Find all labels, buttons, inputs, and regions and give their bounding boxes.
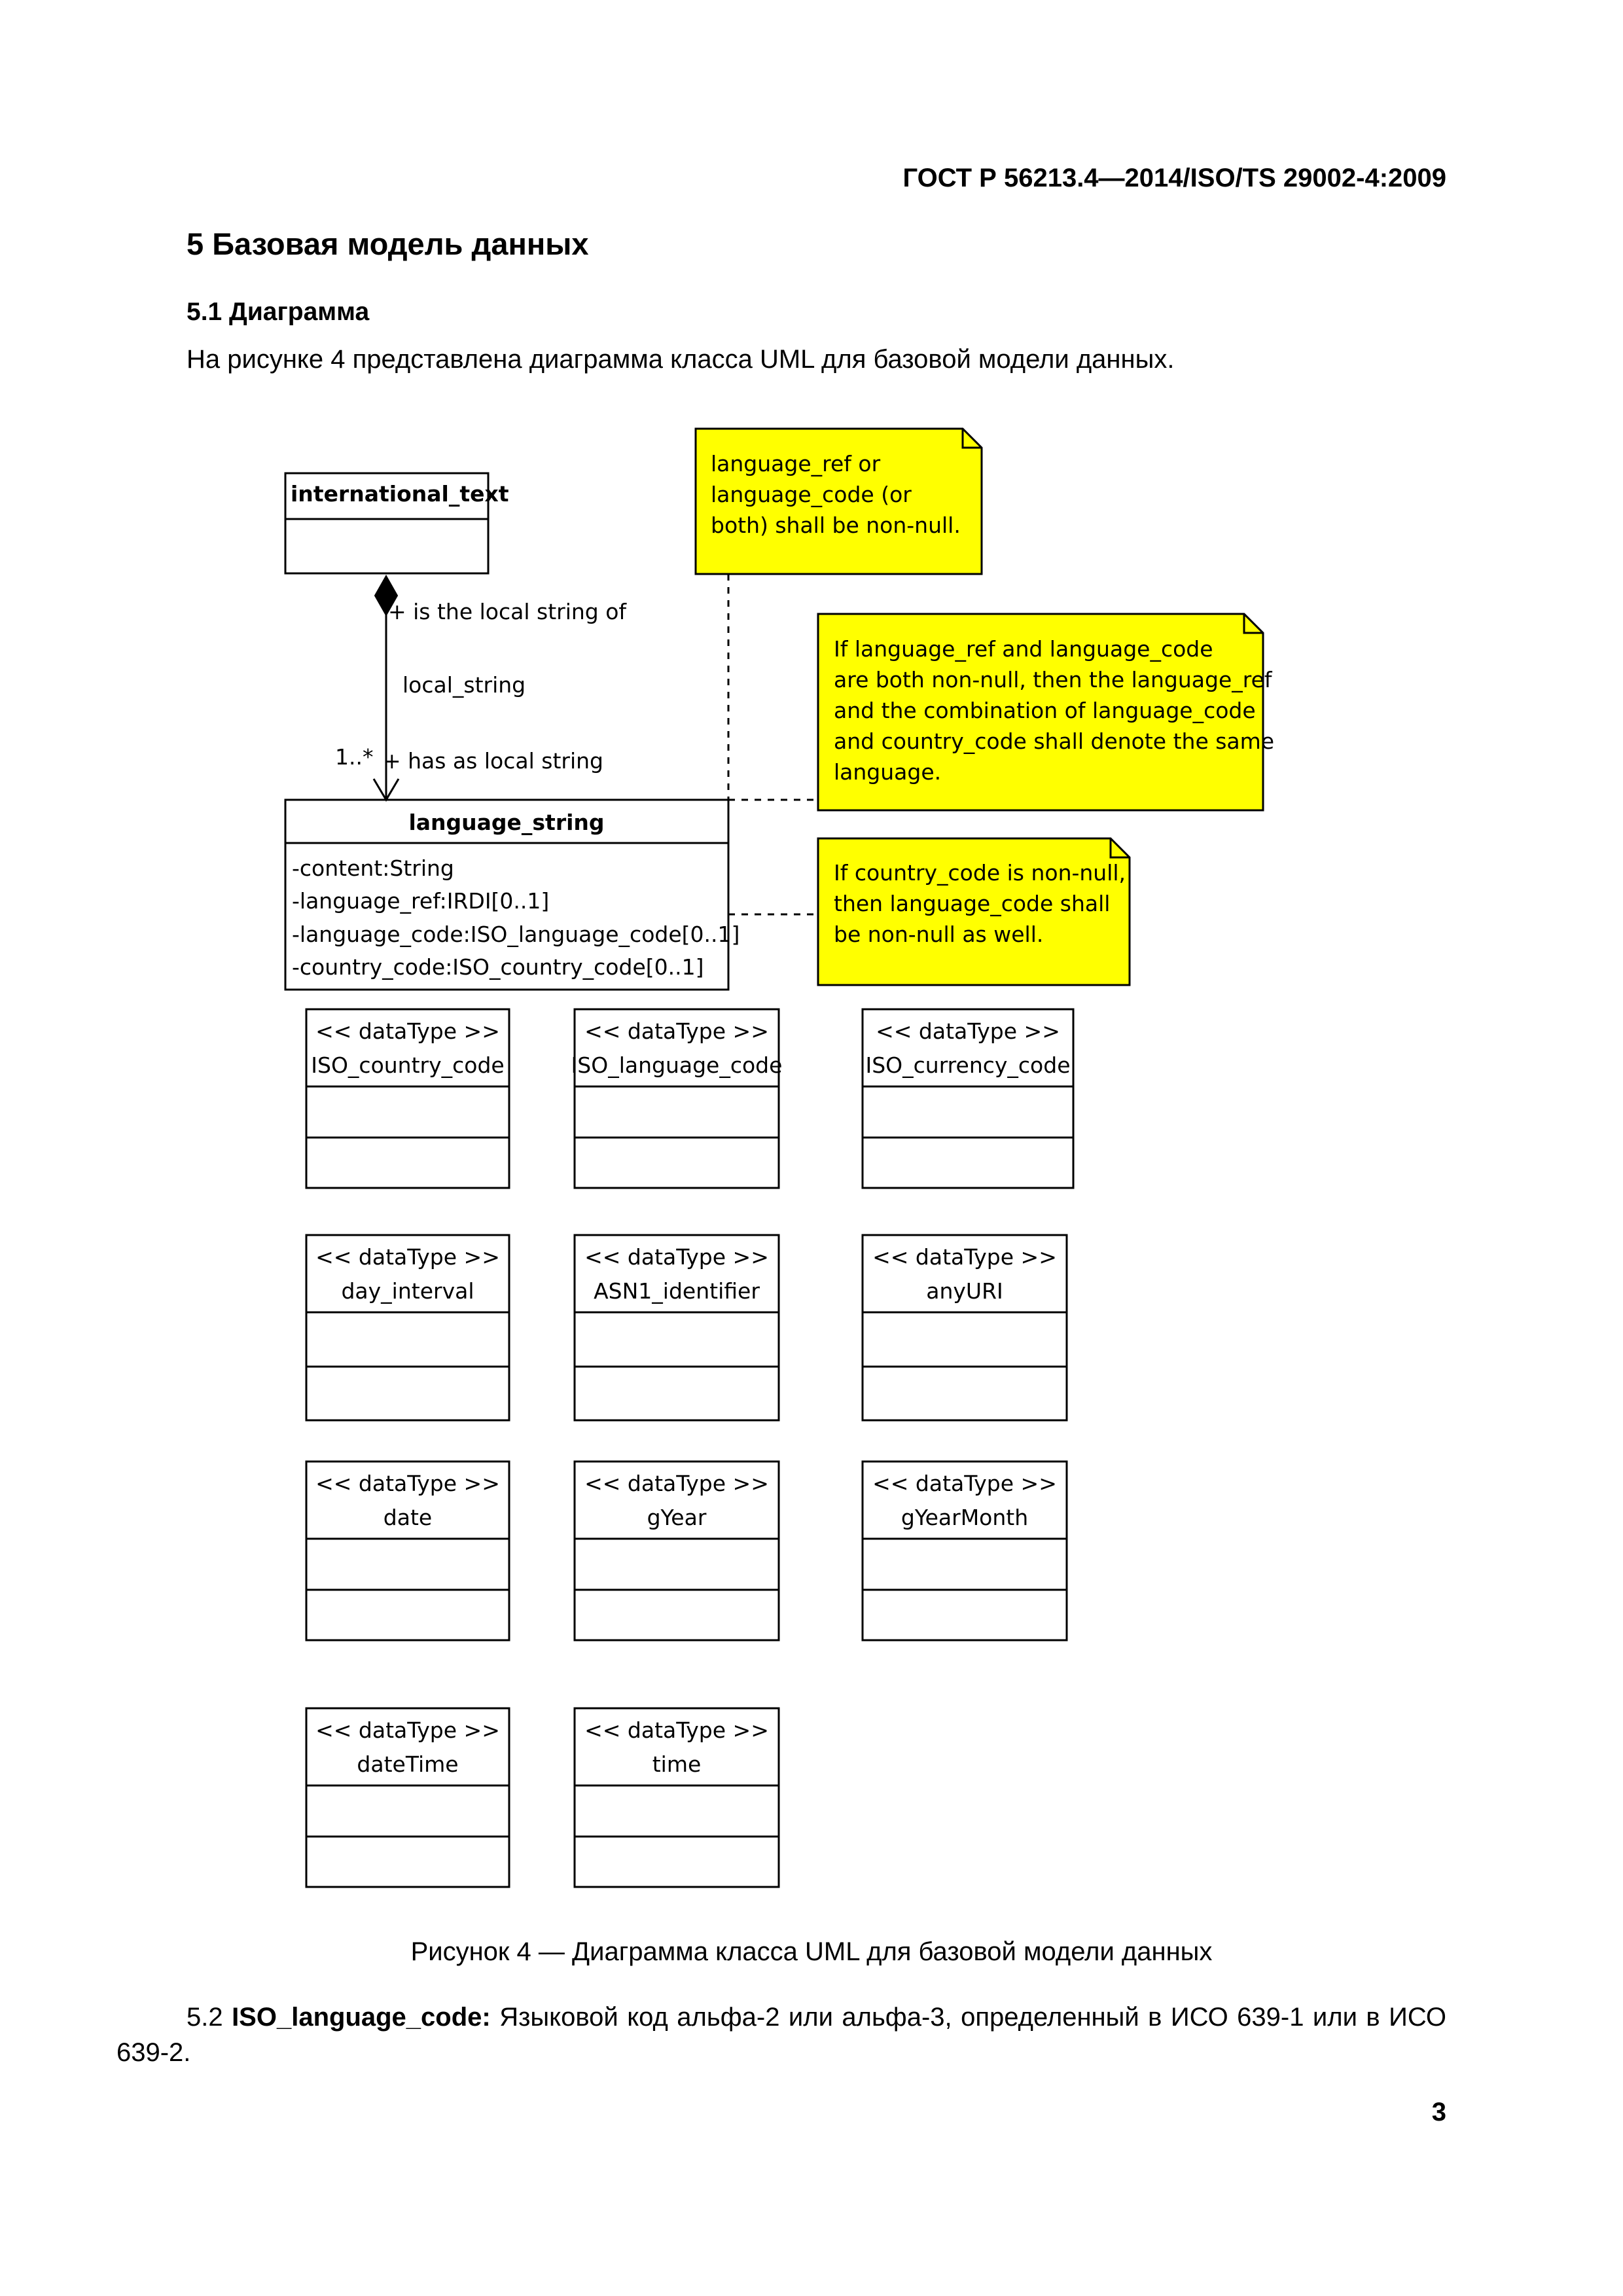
document-id-header: ГОСТ Р 56213.4—2014/ISO/TS 29002-4:2009 [902,164,1446,192]
datatype-stereotype: << dataType >> [315,1717,500,1743]
datatype-stereotype: << dataType >> [872,1244,1057,1270]
datatype-g-year-month [863,1462,1067,1640]
note-2-line-3: and the combination of language_code [834,698,1256,723]
datatype-date [306,1462,509,1640]
note-3-line-2: then language_code shall [834,891,1111,916]
association-name: local_string [402,672,526,698]
datatype-day-interval [306,1235,509,1420]
datatype-name: anyURI [926,1278,1003,1304]
datatype-stereotype: << dataType >> [315,1018,500,1044]
definition-text: Языковой код альфа-2 или альфа-3, определенный в ИСО 639-1 или в ИСО 639-2. [116,2003,1446,2067]
datatype-name: ASN1_identifier [594,1278,760,1304]
attribute-country-code: -country_code:ISO_country_code[0..1] [292,954,704,980]
datatype-iso-language-code [571,1009,783,1188]
datatype-name: ISO_currency_code [865,1052,1071,1078]
datatype-date-time [306,1708,509,1887]
definition-term: ISO_language_code: [232,2003,491,2032]
note-3-line-1: If country_code is non-null, [834,860,1126,886]
class-language-string-name: language_string [408,810,605,835]
note-1-line-3: both) shall be non-null. [711,512,961,538]
figure-caption: Рисунок 4 — Диаграмма класса UML для базовой модели данных [410,1937,1213,1966]
intro-paragraph: На рисунке 4 представлена диаграмма класса UML для базовой модели данных. [187,345,1175,374]
class-international-text-name: international_text [291,481,509,507]
note-1-line-1: language_ref or [711,451,881,476]
datatype-name: gYear [647,1505,707,1530]
note-2-line-4: and country_code shall denote the same [834,728,1275,754]
datatype-name: day_interval [341,1278,474,1304]
definition-paragraph [116,2000,1446,2070]
association-target-role: + has as local string [383,748,603,774]
datatype-boxes [306,1009,1073,1887]
datatype-stereotype: << dataType >> [315,1471,500,1496]
note-2-line-2: are both non-null, then the language_ref [834,667,1272,692]
attribute-content: -content:String [292,855,454,881]
note-2-line-5: language. [834,759,942,785]
association-multiplicity: 1..* [335,744,374,770]
datatype-time [575,1708,779,1887]
datatype-stereotype: << dataType >> [584,1244,769,1270]
note-1-line-2: language_code (or [711,482,912,507]
datatype-iso-country-code [306,1009,509,1188]
datatype-name: dateTime [357,1751,459,1777]
datatype-g-year [575,1462,779,1640]
datatype-stereotype: << dataType >> [315,1244,500,1270]
datatype-name: ISO_country_code [311,1052,505,1078]
datatype-asn1-identifier [575,1235,779,1420]
datatype-name: ISO_language_code [571,1052,783,1078]
datatype-stereotype: << dataType >> [584,1717,769,1743]
datatype-name: date [383,1505,433,1530]
datatype-stereotype: << dataType >> [584,1018,769,1044]
association-source-role: + is the local string of [388,599,627,624]
datatype-iso-currency-code [863,1009,1073,1188]
datatype-name: time [652,1751,702,1777]
datatype-stereotype: << dataType >> [584,1471,769,1496]
datatype-stereotype: << dataType >> [876,1018,1060,1044]
note-2-line-1: If language_ref and language_code [834,636,1213,662]
datatype-any-uri [863,1235,1067,1420]
datatype-name: gYearMonth [901,1505,1029,1530]
page-number: 3 [1431,2098,1446,2126]
subsection-title: 5.1 Диаграмма [187,298,370,326]
attribute-language-ref: -language_ref:IRDI[0..1] [292,888,550,914]
note-3-line-3: be non-null as well. [834,922,1044,947]
section-title: 5 Базовая модель данных [187,226,589,261]
datatype-stereotype: << dataType >> [872,1471,1057,1496]
definition-number: 5.2 [187,2003,223,2032]
attribute-language-code: -language_code:ISO_language_code[0..1] [292,922,740,947]
